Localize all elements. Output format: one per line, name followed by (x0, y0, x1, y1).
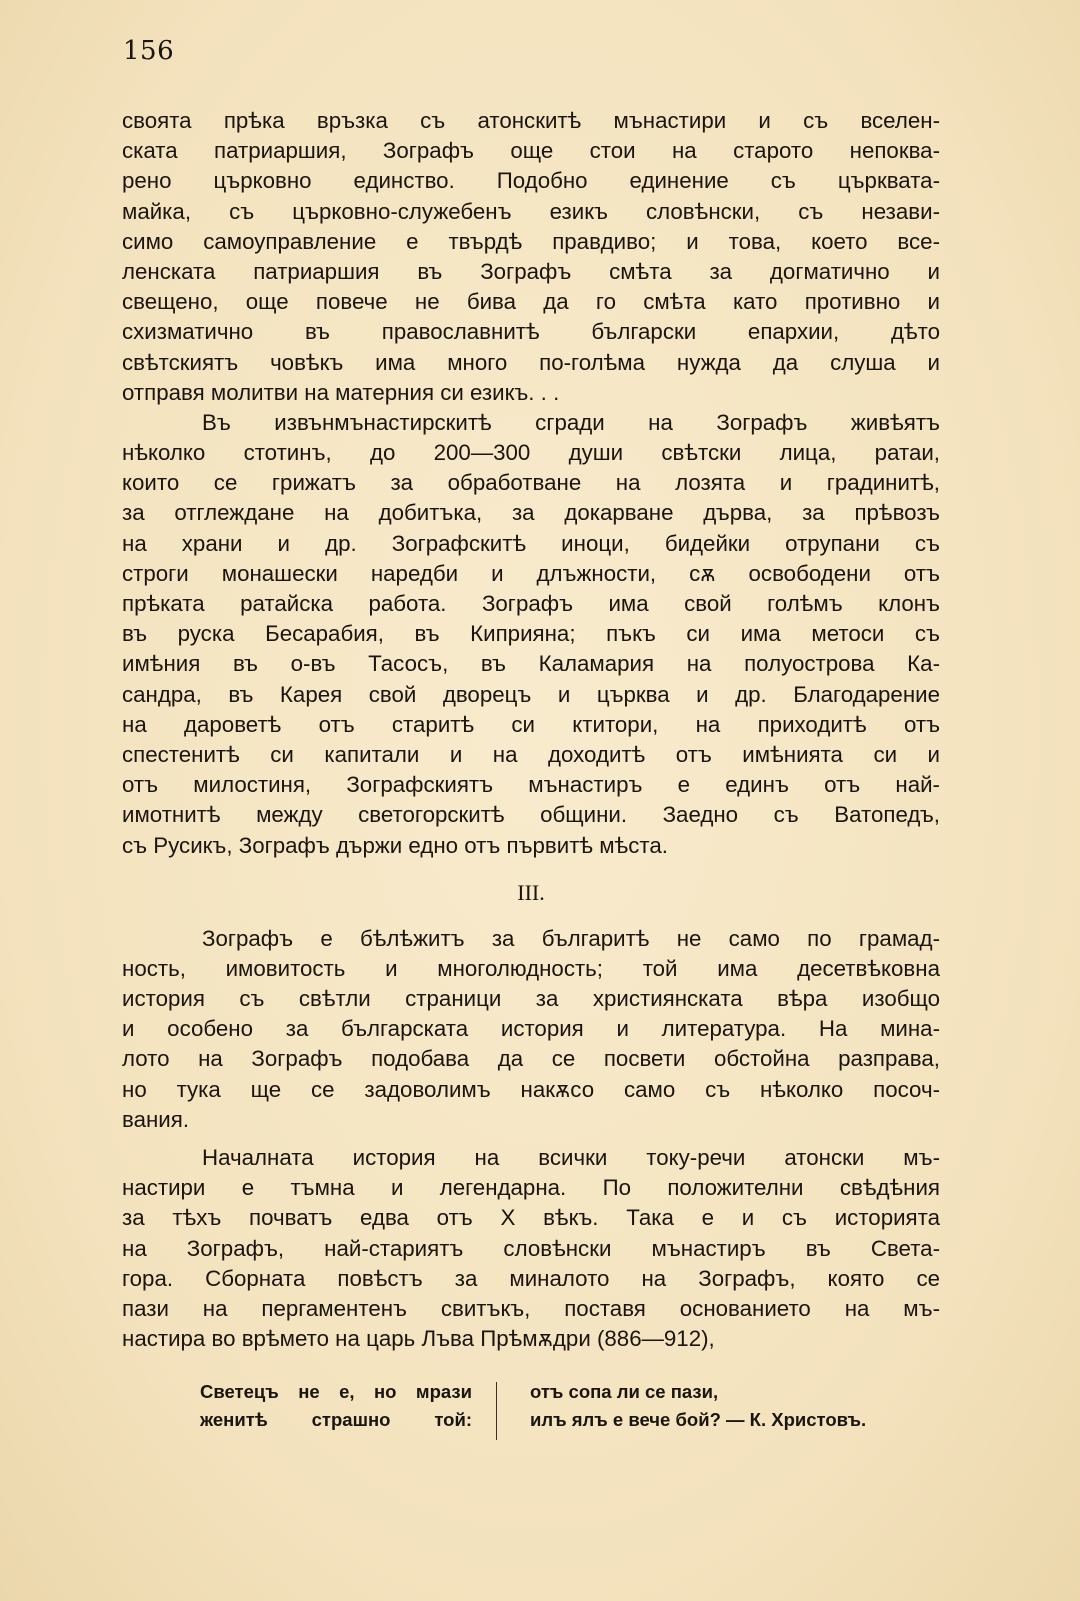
text-line: гора. Сборната повѣстъ за миналото на Зографъ, която се (122, 1265, 940, 1291)
text-line: на храни и др. Зографскитѣ иноци, бидейки отрупани съ (122, 530, 940, 556)
text-line: но тука ще се задоволимъ накѫсо само съ нѣколко посоч- (122, 1076, 940, 1102)
text-line: Въ извънмънастирскитѣ сгради на Зографъ живѣятъ (202, 409, 940, 435)
text-part-2 (122, 924, 940, 1355)
footnote-left-column (200, 1378, 472, 1434)
text-line: имотнитѣ между светогорскитѣ общини. Заедно съ Ватопедъ, (122, 802, 940, 828)
text-line: прѣката ратайска работа. Зографъ има свой голѣмъ клонъ (122, 591, 940, 616)
text-line: спестенитѣ си капитали и на доходитѣ отъ имѣнията си и (122, 741, 940, 767)
text-line: на Зографъ, най-стариятъ словѣнски мънастиръ въ Света- (122, 1235, 940, 1261)
text-line: ность, имовитость и многолюдность; той има десетвѣковна (122, 955, 940, 981)
text-line: своята прѣка връзка съ атонскитѣ мънастири и съ вселен- (122, 108, 940, 133)
text-line: вания. (122, 1106, 190, 1132)
text-line: история съ свѣтли страници за християнската вѣра изобщо (122, 986, 940, 1012)
text-line: симо самоуправление е твърдѣ правдиво; и това, което все- (122, 228, 940, 254)
page-number: 156 (123, 36, 175, 66)
text-line: на дароветѣ отъ старитѣ си ктитори, на приходитѣ отъ (122, 711, 940, 737)
text-line: имѣния въ о-въ Тасосъ, въ Каламария на полуострова Ка- (122, 651, 940, 677)
text-line: въ руска Бесарабия, въ Киприяна; пъкъ си има метоси съ (122, 621, 940, 647)
text-line: схизматично въ православнитѣ български епархии, дѣто (122, 319, 940, 345)
footnote-line: отъ сопа ли се пази, (530, 1381, 719, 1402)
text-line: рено църковно единство. Подобно единение съ църквата- (122, 168, 940, 194)
text-line: отправя молитви на матерния си езикъ. . . (122, 379, 560, 405)
paragraph (122, 106, 940, 408)
text-line: сандра, въ Карея свой дворецъ и църква и др. Благодарение (122, 681, 940, 707)
text-line: Зографъ е бѣлѣжитъ за българитѣ не само по грамад- (202, 925, 940, 951)
text-line: и особено за българската история и литература. На мина- (122, 1016, 940, 1042)
footnote-verse (200, 1378, 940, 1444)
section-heading: III. (517, 879, 545, 905)
text-line: свещено, още повече не бива да го смѣта като противно и (122, 289, 940, 315)
text-line: строги монашески наредби и длъжности, сѫ освободени отъ (122, 560, 940, 586)
text-line: ската патриаршия, Зографъ още стои на старото непоква- (122, 138, 940, 164)
text-line: майка, съ църковно-служебенъ езикъ словѣнски, съ незави- (122, 198, 940, 224)
text-line: нѣколко стотинъ, до 200—300 души свѣтски лица, ратаи, (122, 440, 940, 466)
footnote-line: Светецъ не е, но мрази (200, 1381, 472, 1402)
text-line: пази на пергаментенъ свитъкъ, поставя основанието на мъ- (122, 1295, 940, 1321)
text-line: Началната история на всички току-речи атонски мъ- (202, 1145, 940, 1170)
text-line: настири е тъмна и легендарна. По положителни свѣдѣния (122, 1175, 940, 1201)
text-line: за отглеждане на добитъка, за докарване дърва, за прѣвозъ (122, 500, 940, 526)
paragraph-gap (122, 1135, 940, 1143)
text-line: настира во врѣмето на царь Лъва Прѣмѫдри (886—912), (122, 1326, 715, 1352)
text-line: ленската патриаршия въ Зографъ смѣта за догматично и (122, 258, 940, 284)
paragraph (122, 1143, 940, 1354)
paragraph (122, 408, 940, 861)
text-line: свѣтскиятъ човѣкъ има много по-голѣма нужда да слуша и (122, 349, 940, 375)
body-text (122, 106, 940, 1354)
footnote-line: женитѣ страшно той: (200, 1409, 472, 1430)
text-line: съ Русикъ, Зографъ държи едно отъ първитѣ мѣста. (122, 832, 668, 858)
text-line: лото на Зографъ подобава да се посвети обстойна разправа, (122, 1046, 940, 1072)
text-line: които се грижатъ за обработване на лозята и градинитѣ, (122, 470, 940, 496)
footnote-divider (496, 1382, 497, 1440)
text-line: отъ милостиня, Зографскиятъ мънастиръ е единъ отъ най- (122, 772, 940, 798)
text-line: за тѣхъ почватъ едва отъ X вѣкъ. Така е и съ историята (122, 1205, 940, 1231)
footnote-right-column (530, 1378, 940, 1434)
footnote-line: илъ ялъ е вече бой? — К. Христовъ. (530, 1409, 867, 1430)
text-part-1 (122, 106, 940, 861)
paragraph (122, 924, 940, 1135)
